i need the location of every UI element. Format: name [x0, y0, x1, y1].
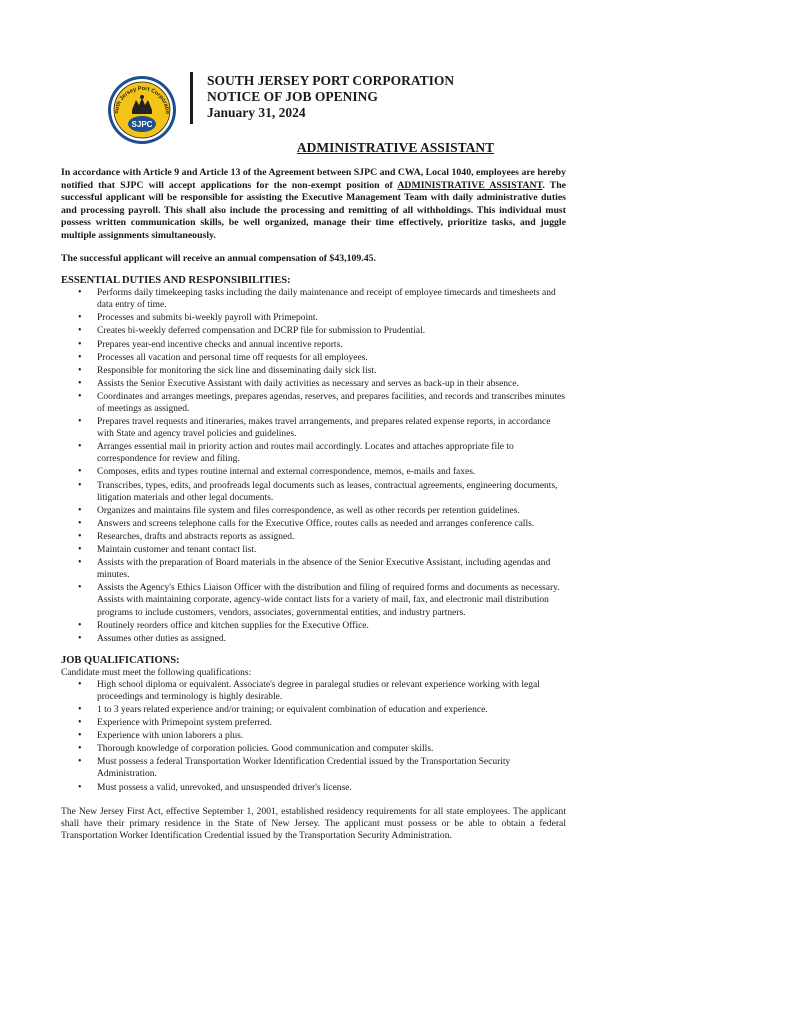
duty-item: • Arranges essential mail in priority action and routes mail accordingly. Locates and attaches appropriate file to correspondence for review and filing. [97, 441, 566, 465]
duty-item: • Assumes other duties as assigned. [97, 633, 566, 645]
intro-text-2: . The successful applicant will be responsible for assisting the Executive Management Team with daily administrative duties and processing payroll. This shall also include the processing and remitting of all withholdings. This individual must possess written communication skills, be well organized, manage their time effectively, prioritize tasks, and juggle multiple assignments simultaneously. [61, 179, 566, 241]
duties-heading: ESSENTIAL DUTIES AND RESPONSIBILITIES: [61, 275, 291, 287]
intro-paragraph [61, 167, 566, 243]
duty-item: • Assists the Agency's Ethics Liaison Officer with the distribution and filing of required forms and documents as necessary. Assists with maintaining corporate, agency-wide contact lists for a variety of mail, fax, and electronic mail distribution programs to include customers, vendors, associates, governmental entities, and industry partners. [97, 582, 566, 618]
intro-text-1: In accordance with Article 9 and Article 13 of the Agreement between SJPC and CWA, Local 1040, employees are hereby notified that SJPC will accept applications for the non-exempt position of [61, 167, 566, 191]
header-divider [190, 72, 193, 124]
org-name: SOUTH JERSEY PORT CORPORATION [207, 73, 455, 88]
duty-item: • Prepares year-end incentive checks and annual incentive reports. [97, 339, 566, 351]
duty-item: • Researches, drafts and abstracts reports as assigned. [97, 531, 566, 543]
duty-item: • Coordinates and arranges meetings, prepares agendas, reserves, and prepares facilities, and records and transcribes minutes of meetings as assigned. [97, 391, 566, 415]
duty-item: • Transcribes, types, edits, and proofreads legal documents such as leases, contractual agreements, engineering documents, litigation materials and other legal documents. [97, 480, 566, 504]
header-block [207, 73, 454, 121]
qualification-item: • Thorough knowledge of corporation policies. Good communication and computer skills. [97, 743, 566, 755]
duties-list [61, 287, 566, 645]
duty-item: • Responsible for monitoring the sick line and disseminating daily sick list. [97, 365, 566, 377]
notice-date: January 31, 2024 [207, 105, 306, 120]
duty-item: • Composes, edits and types routine internal and external correspondence, memos, e-mails and faxes. [97, 466, 566, 478]
qualifications-intro: Candidate must meet the following qualifications: [61, 667, 252, 678]
seal-ring-text: outh Jersey Port Corporatio [113, 85, 171, 115]
qualifications-heading: JOB QUALIFICATIONS: [61, 654, 180, 666]
qualification-item: • High school diploma or equivalent. Associate's degree in paralegal studies or relevant experience working with legal proceedings and terminology is highly desirable. [97, 679, 566, 703]
duty-item: • Prepares travel requests and itineraries, makes travel arrangements, and prepares related expense reports, in accordance with State and agency travel policies and guidelines. [97, 416, 566, 440]
residency-paragraph: The New Jersey First Act, effective September 1, 2001, established residency requirements for all state employees. The applicant shall have their primary residence in the State of New Jersey. The applicant must possess or be able to obtain a federal Transportation Worker Identification Credential issued by the Transportation Security Administration. [61, 805, 566, 842]
notice-label: NOTICE OF JOB OPENING [207, 89, 378, 104]
sjpc-seal-icon [106, 74, 178, 146]
duty-item: • Assists with the preparation of Board materials in the absence of the Senior Executive Assistant, including agendas and minutes. [97, 557, 566, 581]
job-title: ADMINISTRATIVE ASSISTANT [296, 140, 495, 155]
duty-item: • Answers and screens telephone calls for the Executive Office, routes calls as needed and arranges conference calls. [97, 518, 566, 530]
qualification-item: • Experience with Primepoint system preferred. [97, 717, 566, 729]
duty-item: • Organizes and maintains file system and files correspondence, as well as other records per retention guidelines. [97, 505, 566, 517]
seal-initials: SJPC [131, 120, 153, 129]
duty-item: • Processes all vacation and personal time off requests for all employees. [97, 352, 566, 364]
document-body [61, 167, 566, 843]
compensation-line: The successful applicant will receive an annual compensation of $43,109.45. [61, 252, 376, 264]
duty-item: • Assists the Senior Executive Assistant with daily activities as necessary and serves as back-up in their absence. [97, 378, 566, 390]
qualification-item: • Must possess a valid, unrevoked, and unsuspended driver's license. [97, 782, 566, 794]
intro-position: ADMINISTRATIVE ASSISTANT [397, 179, 543, 191]
qualification-item: • Experience with union laborers a plus. [97, 730, 566, 742]
qualification-item: • 1 to 3 years related experience and/or training; or equivalent combination of education and experience. [97, 704, 566, 716]
duty-item: • Creates bi-weekly deferred compensation and DCRP file for submission to Prudential. [97, 325, 566, 337]
duty-item: • Maintain customer and tenant contact list. [97, 544, 566, 556]
sjpc-seal-graphic [106, 74, 178, 146]
duty-item: • Routinely reorders office and kitchen supplies for the Executive Office. [97, 620, 566, 632]
qualification-item: • Must possess a federal Transportation Worker Identification Credential issued by the Transportation Security Administration. [97, 756, 566, 780]
duty-item: • Processes and submits bi-weekly payroll with Primepoint. [97, 312, 566, 324]
duty-item: • Performs daily timekeeping tasks including the daily maintenance and receipt of employee timecards and timesheets and data entry of time. [97, 287, 566, 311]
qualifications-list [61, 679, 566, 794]
